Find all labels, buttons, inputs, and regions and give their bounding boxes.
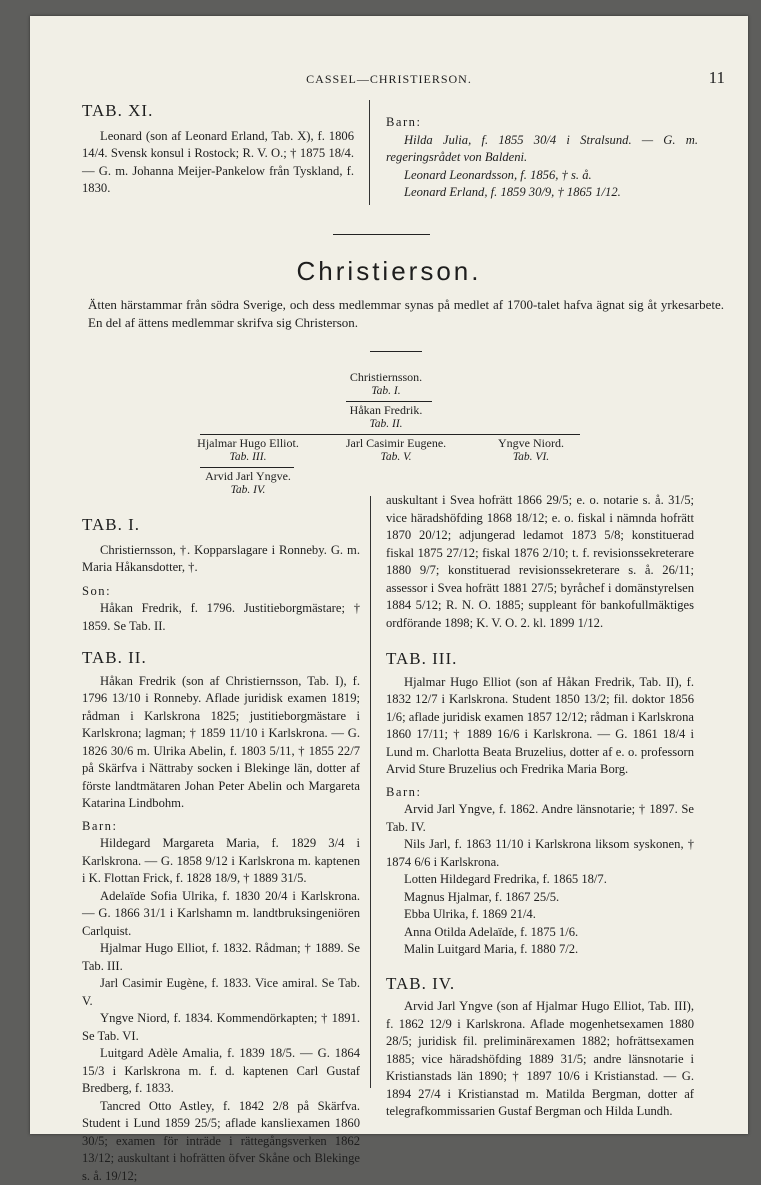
tree-node-tab: Tab. IV. <box>178 483 318 497</box>
child-entry: Luitgard Adèle Amalia, f. 1839 18/5. — G. 1864 15/3 i Karlskrona m. f. d. kaptenen Carl Gustaf Bredberg, f. 1833. <box>82 1045 360 1098</box>
cassel-tab11-children <box>386 114 698 202</box>
child-entry: Leonard Leonardsson, f. 1856, † s. å. <box>386 167 698 185</box>
child-entry: Yngve Niord, f. 1834. Kommendörkapten; † 1891. Se Tab. VI. <box>82 1010 360 1045</box>
child-entry: Leonard Erland, f. 1859 30/9, † 1865 1/12. <box>386 184 698 202</box>
column-divider-top <box>369 100 370 205</box>
family-intro: Ätten härstammar från södra Sverige, och dess medlemmar synas på medlet af 1700-talet hafva ägnat sig åt yrkesarbete. En del af ättens medlemmar skrifva sig Christerson. <box>88 296 724 332</box>
tree-node-tab: Tab. V. <box>326 450 466 464</box>
tree-node-name: Yngve Niord. <box>476 436 586 450</box>
tab1-text: Christiernsson, †. Kopparslagare i Ronneby. G. m. Maria Håkansdotter, †. <box>82 542 360 577</box>
tree-node-tab: Tab. I. <box>326 384 446 398</box>
tree-node-tab: Tab. VI. <box>476 450 586 464</box>
child-entry: Malin Luitgard Maria, f. 1880 7/2. <box>386 941 694 959</box>
child-entry: Jarl Casimir Eugène, f. 1833. Vice amiral. Se Tab. V. <box>82 975 360 1010</box>
tab4-heading: TAB. IV. <box>386 975 694 993</box>
child-entry: Tancred Otto Astley, f. 1842 2/8 på Skärfva. Student i Lund 1859 25/5; aflade kansliexamen 1860 30/5; examen för inträde i rättegångsverken 1862 13/12; auskultant i hofrätten öfver Skåne och Blekinge s. å. 19/12; <box>82 1098 360 1185</box>
column-divider-main <box>370 496 371 1088</box>
book-page <box>30 16 748 1134</box>
child-entry: Hilda Julia, f. 1855 30/4 i Stralsund. — G. m. regeringsrådet von Baldeni. <box>386 132 698 167</box>
tree-node-name: Jarl Casimir Eugene. <box>326 436 466 450</box>
tree-node-name: Christiernsson. <box>326 370 446 384</box>
tree-third-node <box>326 436 466 464</box>
tree-node-name: Arvid Jarl Yngve. <box>178 469 318 483</box>
section-rule <box>333 234 430 235</box>
tab2-continuation: auskultant i Svea hofrätt 1866 29/5; e. o. notarie s. å. 31/5; vice häradshöfding 1868 18/12; e. o. fiskal i nämnda hofrätt 1870 20/12; adjungerad ledamot 1873 5/8; konstituerad fiskal 1875 27/12; fiskal 1876 2/10; t. f. revisionssekreterare 1880 9/7; konstituerad revisionssekreterare s. å. 26/11; assessor i Svea hofrätt 1881 27/5; byråchef i domänstyrelsen 1884 5/12; R. N. O. 1885; suppleant för bankofullmäktiges ordförande 1898; K. V. O. 2. kl. 1899 1/12. <box>386 492 694 632</box>
child-entry: Hjalmar Hugo Elliot, f. 1832. Rådman; † 1889. Se Tab. III. <box>82 940 360 975</box>
child-entry: Adelaïde Sofia Ulrika, f. 1830 20/4 i Karlskrona. — G. 1866 31/1 i Karlshamn m. landtbruksingeniören Carlquist. <box>82 888 360 941</box>
tree-node-name: Hjalmar Hugo Elliot. <box>178 436 318 450</box>
tab3-heading: TAB. III. <box>386 650 694 668</box>
tree-connector <box>346 401 432 402</box>
child-entry: Hildegard Margareta Maria, f. 1829 3/4 i Karlskrona. — G. 1858 9/12 i Karlskrona m. kaptenen i K. Flottan Frick, f. 1828 18/9, † 1889 31/5. <box>82 835 360 888</box>
tree-third-node <box>178 436 318 464</box>
tree-connector <box>200 434 580 435</box>
family-title: Christierson. <box>30 256 748 287</box>
barn-label: Barn: <box>386 114 698 132</box>
tab1-son: Håkan Fredrik, f. 1796. Justitieborgmästare; † 1859. Se Tab. II. <box>82 600 360 635</box>
tree-node-tab: Tab. II. <box>326 417 446 431</box>
child-entry: Magnus Hjalmar, f. 1867 25/5. <box>386 889 694 907</box>
page-number: 11 <box>709 68 725 88</box>
tab3-text: Hjalmar Hugo Elliot (son af Håkan Fredrik, Tab. II), f. 1832 12/7 i Karlskrona. Student 1850 13/2; fil. doktor 1856 1/6; aflade juridisk examen 1857 12/12; rådman i Karlskrona 1860 17/11; † 1889 16/6 i Karlskrona. — G. 1861 18/4 i Lund m. Charlotta Beata Bruzelius, dotter af e. o. professorn Arvid Sture Bruzelius och Fredrika Maria Borg. <box>386 674 694 779</box>
tab11-text: Leonard (son af Leonard Erland, Tab. X), f. 1806 14/4. Svensk konsul i Rostock; R. V. O.; † 1875 18/4. — G. m. Johanna Meijer-Pankelow från Tyskland, f. 1830. <box>82 128 354 198</box>
left-column <box>82 516 360 1185</box>
tab2-text: Håkan Fredrik (son af Christiernsson, Tab. I), f. 1796 13/10 i Ronneby. Aflade juridisk examen 1819; rådman i Karlskrona 1825; justitieborgmästare i Karlskrona; lagman; † 1859 11/10 i Karlskrona. — G. 1826 30/6 m. Ulrika Abelin, f. 1803 5/11, † 1855 22/7 på Skärfva i Nättraby socken i Blekinge län, dotter af förste landtmätaren Johan Peter Abelin och Margareta Katarina Lindbohm. <box>82 673 360 813</box>
tree-third-node <box>476 436 586 464</box>
child-entry: Nils Jarl, f. 1863 11/10 i Karlskrona liksom syskonen, † 1874 6/6 i Karlskrona. <box>386 836 694 871</box>
son-label: Son: <box>82 583 360 601</box>
child-entry: Lotten Hildegard Fredrika, f. 1865 18/7. <box>386 871 694 889</box>
tree-fourth <box>178 469 318 497</box>
tab1-heading: TAB. I. <box>82 516 360 534</box>
tree-node-name: Håkan Fredrik. <box>326 403 446 417</box>
child-entry: Arvid Jarl Yngve, f. 1862. Andre länsnotarie; † 1897. Se Tab. IV. <box>386 801 694 836</box>
tab2-heading: TAB. II. <box>82 649 360 667</box>
tab4-text: Arvid Jarl Yngve (son af Hjalmar Hugo Elliot, Tab. III), f. 1862 12/9 i Karlskrona. Aflade mogenhetsexamen 1880 28/5; juridisk fil. preliminärexamen 1882; hofrättsexamen 1885; vice häradshöfding 1889 31/5; andre länsnotarie i Kristianstads län 1890; † 1897 10/6 i Kristianstad. — G. 1894 27/4 i Kristianstad m. Matilda Bergman, dotter af telegrafkommissarien Gustaf Bergman och Hilda Lundh. <box>386 998 694 1121</box>
child-entry: Ebba Ulrika, f. 1869 21/4. <box>386 906 694 924</box>
tab11-heading: TAB. XI. <box>82 102 354 120</box>
barn-label: Barn: <box>82 818 360 836</box>
child-entry: Anna Otilda Adelaïde, f. 1875 1/6. <box>386 924 694 942</box>
tree-second <box>326 403 446 431</box>
right-column <box>386 492 694 1121</box>
running-header: CASSEL—CHRISTIERSON. <box>30 72 748 87</box>
barn-label: Barn: <box>386 784 694 802</box>
tree-root <box>326 370 446 398</box>
tree-connector <box>200 467 294 468</box>
tree-node-tab: Tab. III. <box>178 450 318 464</box>
cassel-tab11-block <box>82 102 354 198</box>
short-rule <box>370 351 422 352</box>
